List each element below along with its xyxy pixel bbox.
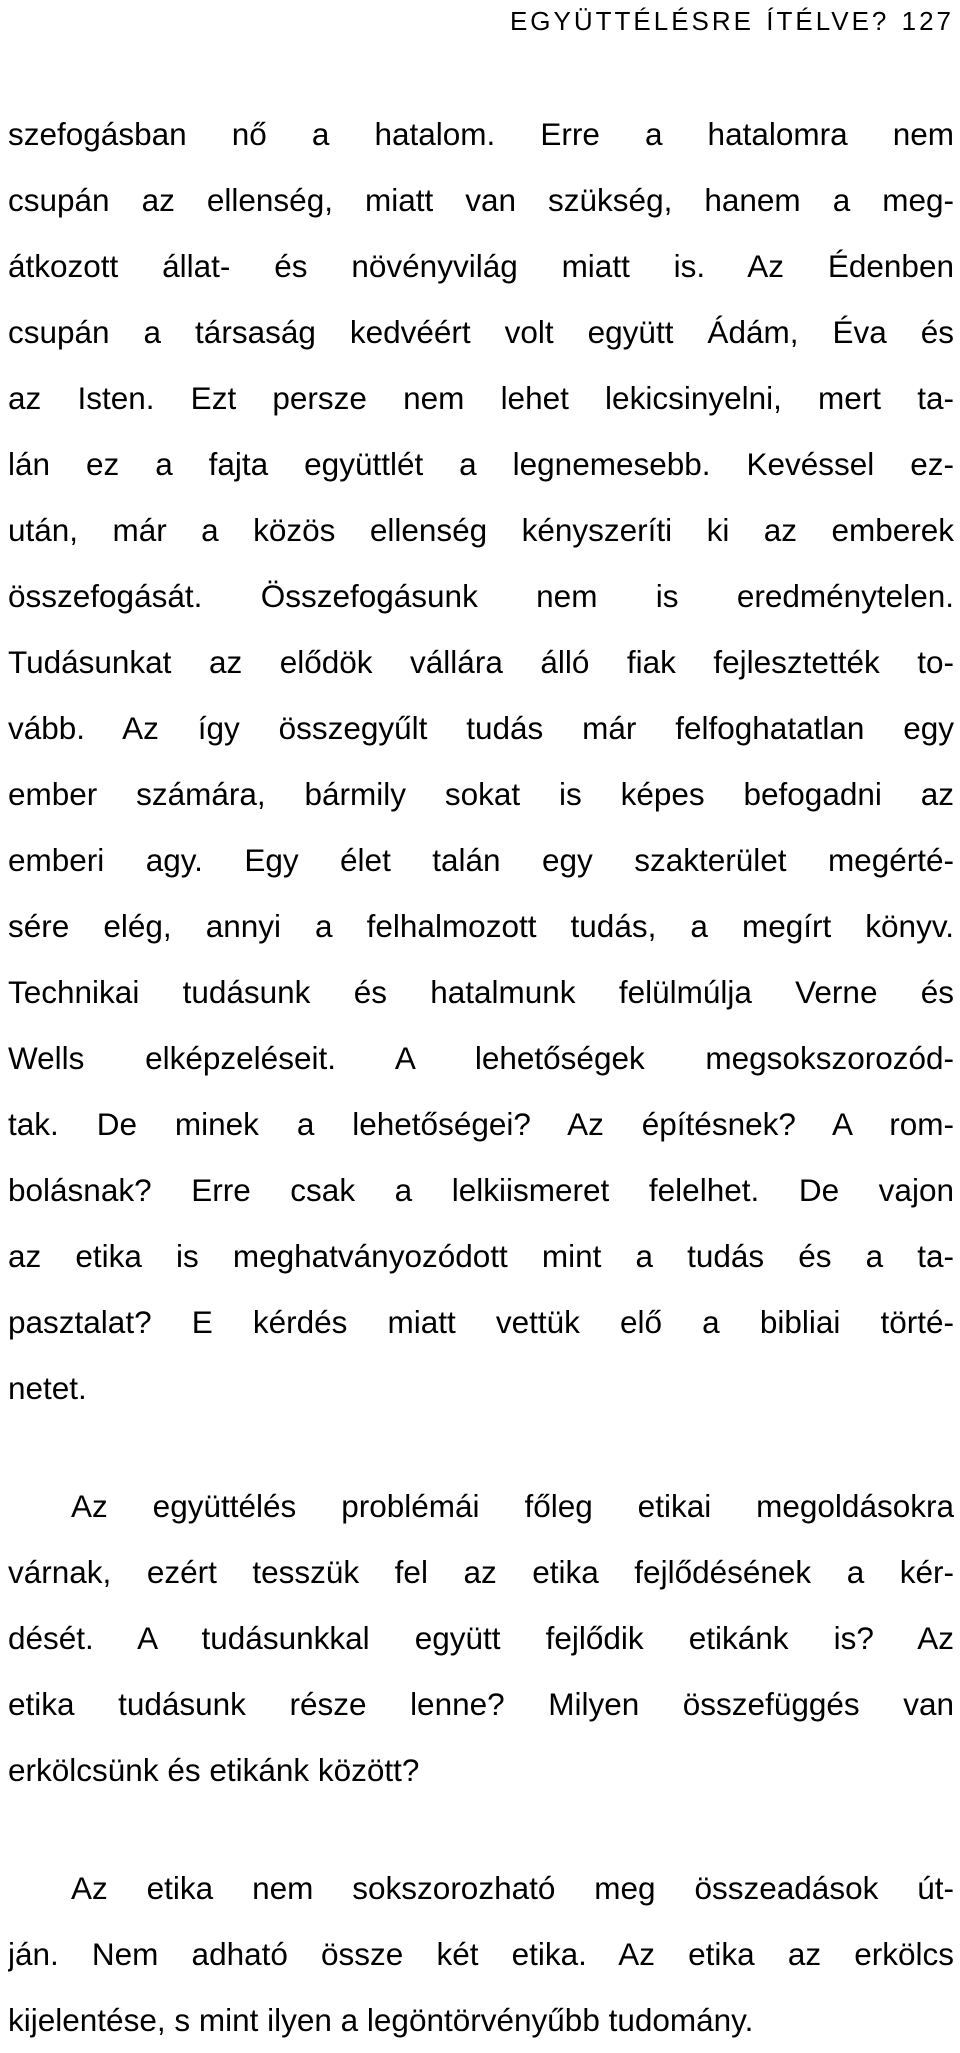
text-line: emberi agy. Egy élet talán egy szakterület megérté- [8,842,954,878]
text-line: tak. De minek a lehetőségei? Az építésnek? A rom- [8,1106,954,1142]
text-line: dését. A tudásunkkal együtt fejlődik etikánk is? Az [8,1620,954,1656]
text-line: kijelentése, s mint ilyen a legöntörvényűbb tudomány. [8,2002,754,2038]
text-line: erkölcsünk és etikánk között? [8,1752,420,1788]
text-line: ember számára, bármily sokat is képes befogadni az [8,776,954,812]
text-line: netet. [8,1370,87,1406]
text-line: szefogásban nő a hatalom. Erre a hatalomra nem [8,116,954,152]
text-line: az etika is meghatványozódott mint a tudás és a ta- [8,1238,954,1274]
text-line: várnak, ezért tesszük fel az etika fejlődésének a kér- [8,1554,954,1590]
text-line: Az együttélés problémái főleg etikai megoldásokra [71,1488,954,1524]
text-line: Technikai tudásunk és hatalmunk felülmúlja Verne és [8,974,954,1010]
page-text [8,101,954,2053]
text-line: az Isten. Ezt persze nem lehet lekicsinyelni, mert ta- [8,380,954,416]
text-line: összefogását. Összefogásunk nem is eredménytelen. [8,578,954,614]
text-line: pasztalat? E kérdés miatt vettük elő a bibliai törté- [8,1304,954,1340]
text-line: Wells elképzeléseit. A lehetőségek megsokszorozód- [8,1040,954,1076]
text-line: bolásnak? Erre csak a lelkiismeret felelhet. De vajon [8,1172,954,1208]
paragraph-gap [8,1421,954,1473]
text-line: Tudásunkat az elődök vállára álló fiak fejlesztették to- [8,644,954,680]
paragraph-2 [8,1473,954,1803]
text-line: átkozott állat- és növényvilág miatt is. Az Édenben [8,248,954,284]
paragraph-3 [8,1855,954,2053]
running-head [0,6,960,36]
text-line: vább. Az így összegyűlt tudás már felfoghatatlan egy [8,710,954,746]
text-line: lán ez a fajta együttlét a legnemesebb. Kevéssel ez- [8,446,954,482]
paragraph-gap [8,1803,954,1855]
page-number: 127 [901,6,954,36]
text-line: csupán a társaság kedvéért volt együtt Ádám, Éva és [8,314,954,350]
running-title: EGYÜTTÉLÉSRE ÍTÉLVE? [509,6,890,36]
text-line: etika tudásunk része lenne? Milyen összefüggés van [8,1686,954,1722]
text-line: csupán az ellenség, miatt van szükség, hanem a meg- [8,182,954,218]
text-line: Az etika nem sokszorozható meg összeadások út- [71,1870,954,1906]
text-line: sére elég, annyi a felhalmozott tudás, a megírt könyv. [8,908,954,944]
text-line: ján. Nem adható össze két etika. Az etika az erkölcs [8,1936,954,1972]
paragraph-1 [8,101,954,1421]
text-line: után, már a közös ellenség kényszeríti ki az emberek [8,512,954,548]
